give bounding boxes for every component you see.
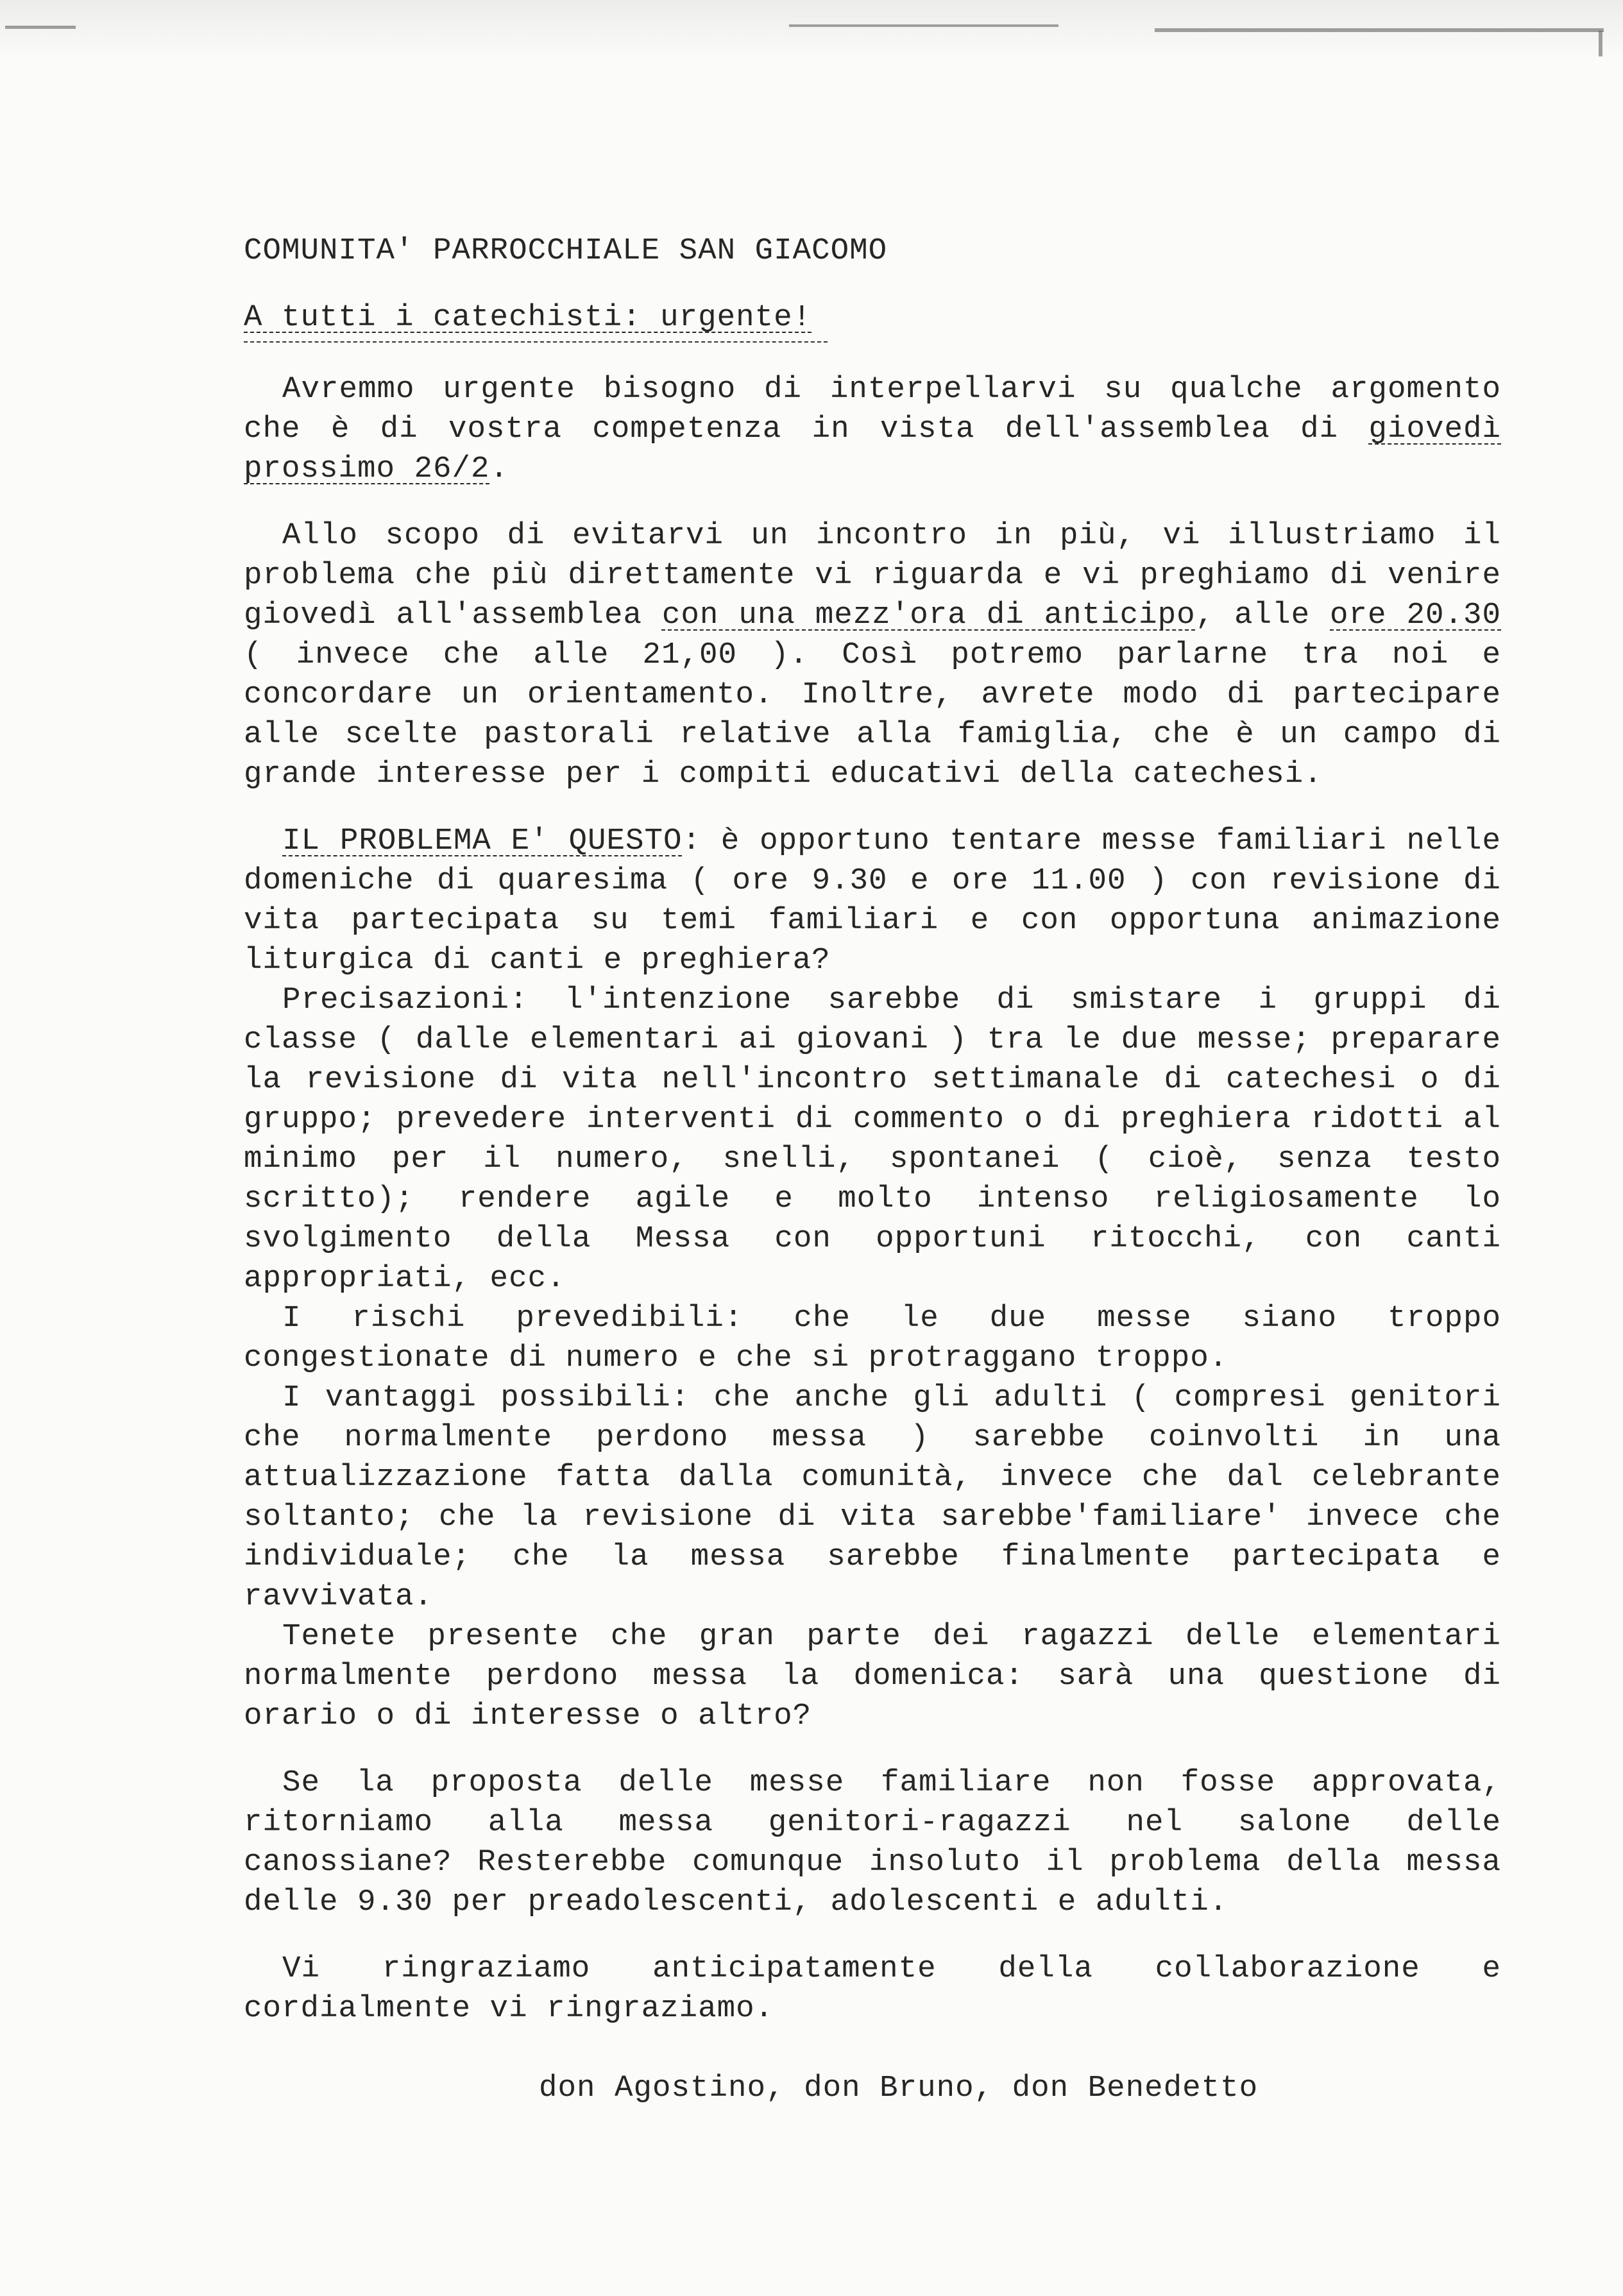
typed-letter xyxy=(244,231,1501,2108)
paragraph-details: Precisazioni: l'intenzione sarebbe di smistare i gruppi di classe ( dalle elementari ai giovani ) tra le due messe; preparare la revisione di vita nell'incontro settimanale di catechesi o di gruppo; prevedere interventi di commento o di preghiera ridotti al minimo per il numero, snelli, spontanei ( cioè, senza testo scritto); rendere agile e molto intenso religiosamente lo svolgimento della Messa con opportuni ritocchi, con canti appropriati, ecc. xyxy=(244,983,1501,1296)
paragraph-risks: I rischi prevedibili: che le due messe siano troppo congestionate di numero e che si protraggano troppo. xyxy=(244,1301,1501,1375)
letterhead-community: COMUNITA' PARROCCHIALE SAN GIACOMO xyxy=(244,234,888,268)
scan-mark-right xyxy=(1155,28,1604,32)
signature: don Agostino, don Bruno, don Benedetto xyxy=(539,2071,1259,2105)
problem-heading: IL PROBLEMA E' QUESTO xyxy=(282,824,683,858)
p1-end: . xyxy=(489,452,509,486)
problem-text: : è opportuno tentare messe familiari nelle domeniche di quaresima ( ore 9.30 e ore 11.00 ) con revisione di vita partecipata su temi familiari e con opportuna animazione liturgica di canti e preghiera? xyxy=(244,824,1501,978)
scan-mark-corner xyxy=(1599,31,1602,56)
paragraph-invitation xyxy=(244,516,1501,794)
early-arrival: con una mezz'ora di anticipo xyxy=(661,598,1196,633)
p2-text: Allo scopo di evitarvi un incontro in più, vi illustriamo il problema che più direttamente vi riguarda e vi preghiamo di venire giovedì all'assemblea xyxy=(244,518,1501,633)
p2-rest: ( invece che alle 21,00 ). Così potremo parlarne tra noi e concordare un orientamento. Inoltre, avrete modo di partecipare alle scelte pastorali relative alla famiglia, che è un campo di grande interesse per i compiti educativi della catechesi. xyxy=(244,638,1501,792)
paragraph-thanks: Vi ringraziamo anticipatamente della collaborazione e cordialmente vi ringraziamo. xyxy=(244,1952,1501,2026)
letter-subject xyxy=(244,298,1501,337)
scan-mark-center xyxy=(789,24,1058,27)
paragraph-request xyxy=(244,370,1501,489)
scan-mark-left xyxy=(5,26,76,29)
paragraph-note: Tenete presente che gran parte dei ragazzi delle elementari normalmente perdono messa la domenica: sarà una questione di orario o di interesse o altro? xyxy=(244,1619,1501,1733)
subject-separator-line xyxy=(244,341,828,343)
p1-text: Avremmo urgente bisogno di interpellarvi su qualche argomento che è di vostra competenza in vista dell'assemblea di xyxy=(244,372,1501,446)
paragraph-advantages: I vantaggi possibili: che anche gli adulti ( compresi genitori che normalmente perdono messa ) sarebbe coinvolti in una attualizzazione fatta dalla comunità, invece che dal celebrante soltanto; che la revisione di vita sarebbe'familiare' invece che individuale; che la messa sarebbe finalmente partecipata e ravvivata. xyxy=(244,1381,1501,1614)
p2-connector: , alle xyxy=(1195,598,1330,633)
meeting-time: ore 20.30 xyxy=(1330,598,1501,633)
paragraph-alternative: Se la proposta delle messe familiare non fosse approvata, ritorniamo alla messa genitori-ragazzi nel salone delle canossiane? Resterebbe comunque insoluto il problema della messa delle 9.30 per preadolescenti, adolescenti e adulti. xyxy=(244,1765,1501,1919)
subject-text: A tutti i catechisti: urgente! xyxy=(244,300,812,335)
paragraph-problem xyxy=(244,821,1501,980)
meeting-date: giovedì prossimo 26/2 xyxy=(244,412,1501,486)
